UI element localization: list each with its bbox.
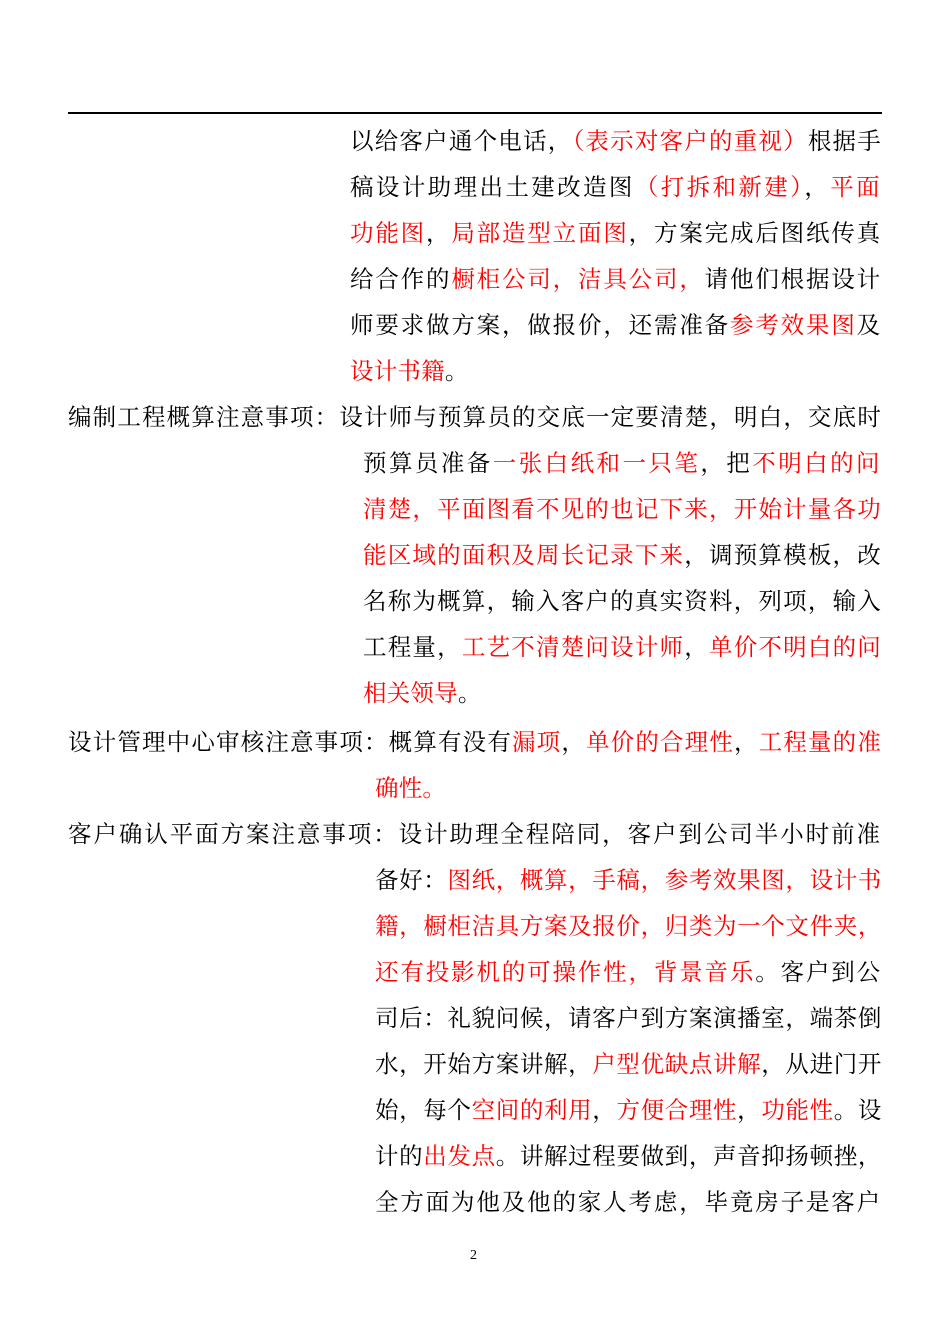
highlighted-text: 平面 (830, 173, 883, 201)
highlighted-text: 能区域的面积及周长记录下来 (363, 541, 685, 569)
highlighted-text: 还有投影机的可操作性，背景音乐 (375, 958, 756, 986)
text-line (68, 402, 882, 432)
text-segment: 以给客户通个电话， (350, 127, 573, 155)
highlighted-text: （表示对客户的重视） (572, 127, 808, 155)
highlighted-text: 清楚，平面图看不见的也记下来，开始计量各功 (363, 495, 882, 523)
text-line (350, 172, 882, 202)
text-segment: ，从进门开 (761, 1050, 882, 1078)
text-segment: 水，开始方案讲解， (375, 1050, 593, 1078)
highlighted-text: 相关领导 (363, 679, 458, 707)
highlighted-text: 方便合理性 (616, 1096, 738, 1124)
text-segment: ，调预算模板，改 (684, 541, 882, 569)
text-line (363, 540, 882, 570)
text-line (363, 678, 482, 708)
text-line (375, 865, 882, 895)
text-segment: 名称为概算，输入客户的真实资料，列项，输入 (363, 587, 882, 615)
text-segment: 工程量， (363, 633, 462, 661)
text-line (375, 911, 882, 941)
text-line (350, 356, 469, 386)
text-line (68, 819, 882, 849)
highlighted-text: 不明白的问 (752, 449, 882, 477)
text-line (375, 1003, 882, 1033)
text-segment: 稿设计助理出土建改造图 (350, 173, 635, 201)
highlighted-text: 图纸，概算，手稿，参考效果图，设计书 (447, 866, 882, 894)
text-segment: 及 (856, 311, 883, 339)
text-segment: 司后：礼貌问候，请客户到方案演播室，端茶倒 (375, 1004, 882, 1032)
text-line (68, 727, 882, 757)
text-segment: ， (592, 1096, 617, 1124)
text-line (375, 1141, 882, 1171)
text-segment: ， (734, 728, 759, 756)
text-line (350, 264, 882, 294)
highlighted-text: 设计书籍 (350, 357, 445, 385)
text-line (363, 448, 882, 478)
text-segment: 。 (457, 679, 482, 707)
text-segment: ， (804, 173, 831, 201)
text-segment: 给合作的 (350, 265, 452, 293)
text-line (363, 632, 882, 662)
text-segment: 。讲解过程要做到，声音抑扬顿挫， (495, 1142, 883, 1170)
text-line (375, 1049, 882, 1079)
text-segment: 编制工程概算注意事项：设计师与预算员的交底一定要清楚，明白，交底时 (68, 403, 882, 431)
text-segment: 。客户到公 (755, 958, 882, 986)
text-line (375, 773, 446, 803)
text-segment: 。设 (833, 1096, 883, 1124)
text-segment: 全方面为他及他的家人考虑，毕竟房子是客户 (375, 1188, 882, 1216)
highlighted-text: 确性。 (375, 774, 447, 802)
text-segment: 始，每个 (375, 1096, 472, 1124)
highlighted-text: 功能性 (761, 1096, 834, 1124)
highlighted-text: 单价不明白的问 (709, 633, 882, 661)
text-line (375, 957, 882, 987)
highlighted-text: 橱柜公司，洁具公司， (451, 265, 705, 293)
page-number: 2 (470, 1248, 477, 1263)
header-rule (68, 112, 882, 114)
text-segment: ， (426, 219, 452, 247)
highlighted-text: 空间的利用 (471, 1096, 593, 1124)
text-line (375, 1187, 882, 1217)
text-segment: 师要求做方案，做报价，还需准备 (350, 311, 730, 339)
highlighted-text: 功能图 (350, 219, 426, 247)
text-line (350, 310, 882, 340)
text-line (350, 218, 882, 248)
highlighted-text: 工艺不清楚问设计师 (461, 633, 685, 661)
text-segment: ， (684, 633, 709, 661)
highlighted-text: 单价的合理性 (586, 728, 735, 756)
text-segment: ，方案完成后图纸传真 (628, 219, 882, 247)
highlighted-text: 局部造型立面图 (451, 219, 629, 247)
text-segment: ， (737, 1096, 762, 1124)
text-line (350, 126, 882, 156)
text-segment: ，把 (700, 449, 753, 477)
text-segment: 根据手 (807, 127, 882, 155)
text-segment: 备好： (375, 866, 448, 894)
highlighted-text: （打拆和新建） (634, 173, 805, 201)
text-segment: 。 (444, 357, 469, 385)
text-segment: ， (561, 728, 587, 756)
text-segment: 设计管理中心审核注意事项：概算有没有 (68, 728, 512, 756)
highlighted-text: 一张白纸和一只笔 (492, 449, 701, 477)
text-segment: 请他们根据设计 (704, 265, 882, 293)
highlighted-text: 出发点 (423, 1142, 496, 1170)
text-segment: 预算员准备 (363, 449, 493, 477)
highlighted-text: 工程量的准 (758, 728, 883, 756)
text-line (375, 1095, 882, 1125)
highlighted-text: 籍，橱柜洁具方案及报价，归类为一个文件夹， (375, 912, 882, 940)
text-line (363, 586, 882, 616)
highlighted-text: 户型优缺点讲解 (592, 1050, 762, 1078)
text-segment: 计的 (375, 1142, 424, 1170)
text-line (363, 494, 882, 524)
text-segment: 客户确认平面方案注意事项：设计助理全程陪同，客户到公司半小时前准 (68, 820, 882, 848)
highlighted-text: 漏项 (512, 728, 562, 756)
highlighted-text: 参考效果图 (730, 311, 857, 339)
